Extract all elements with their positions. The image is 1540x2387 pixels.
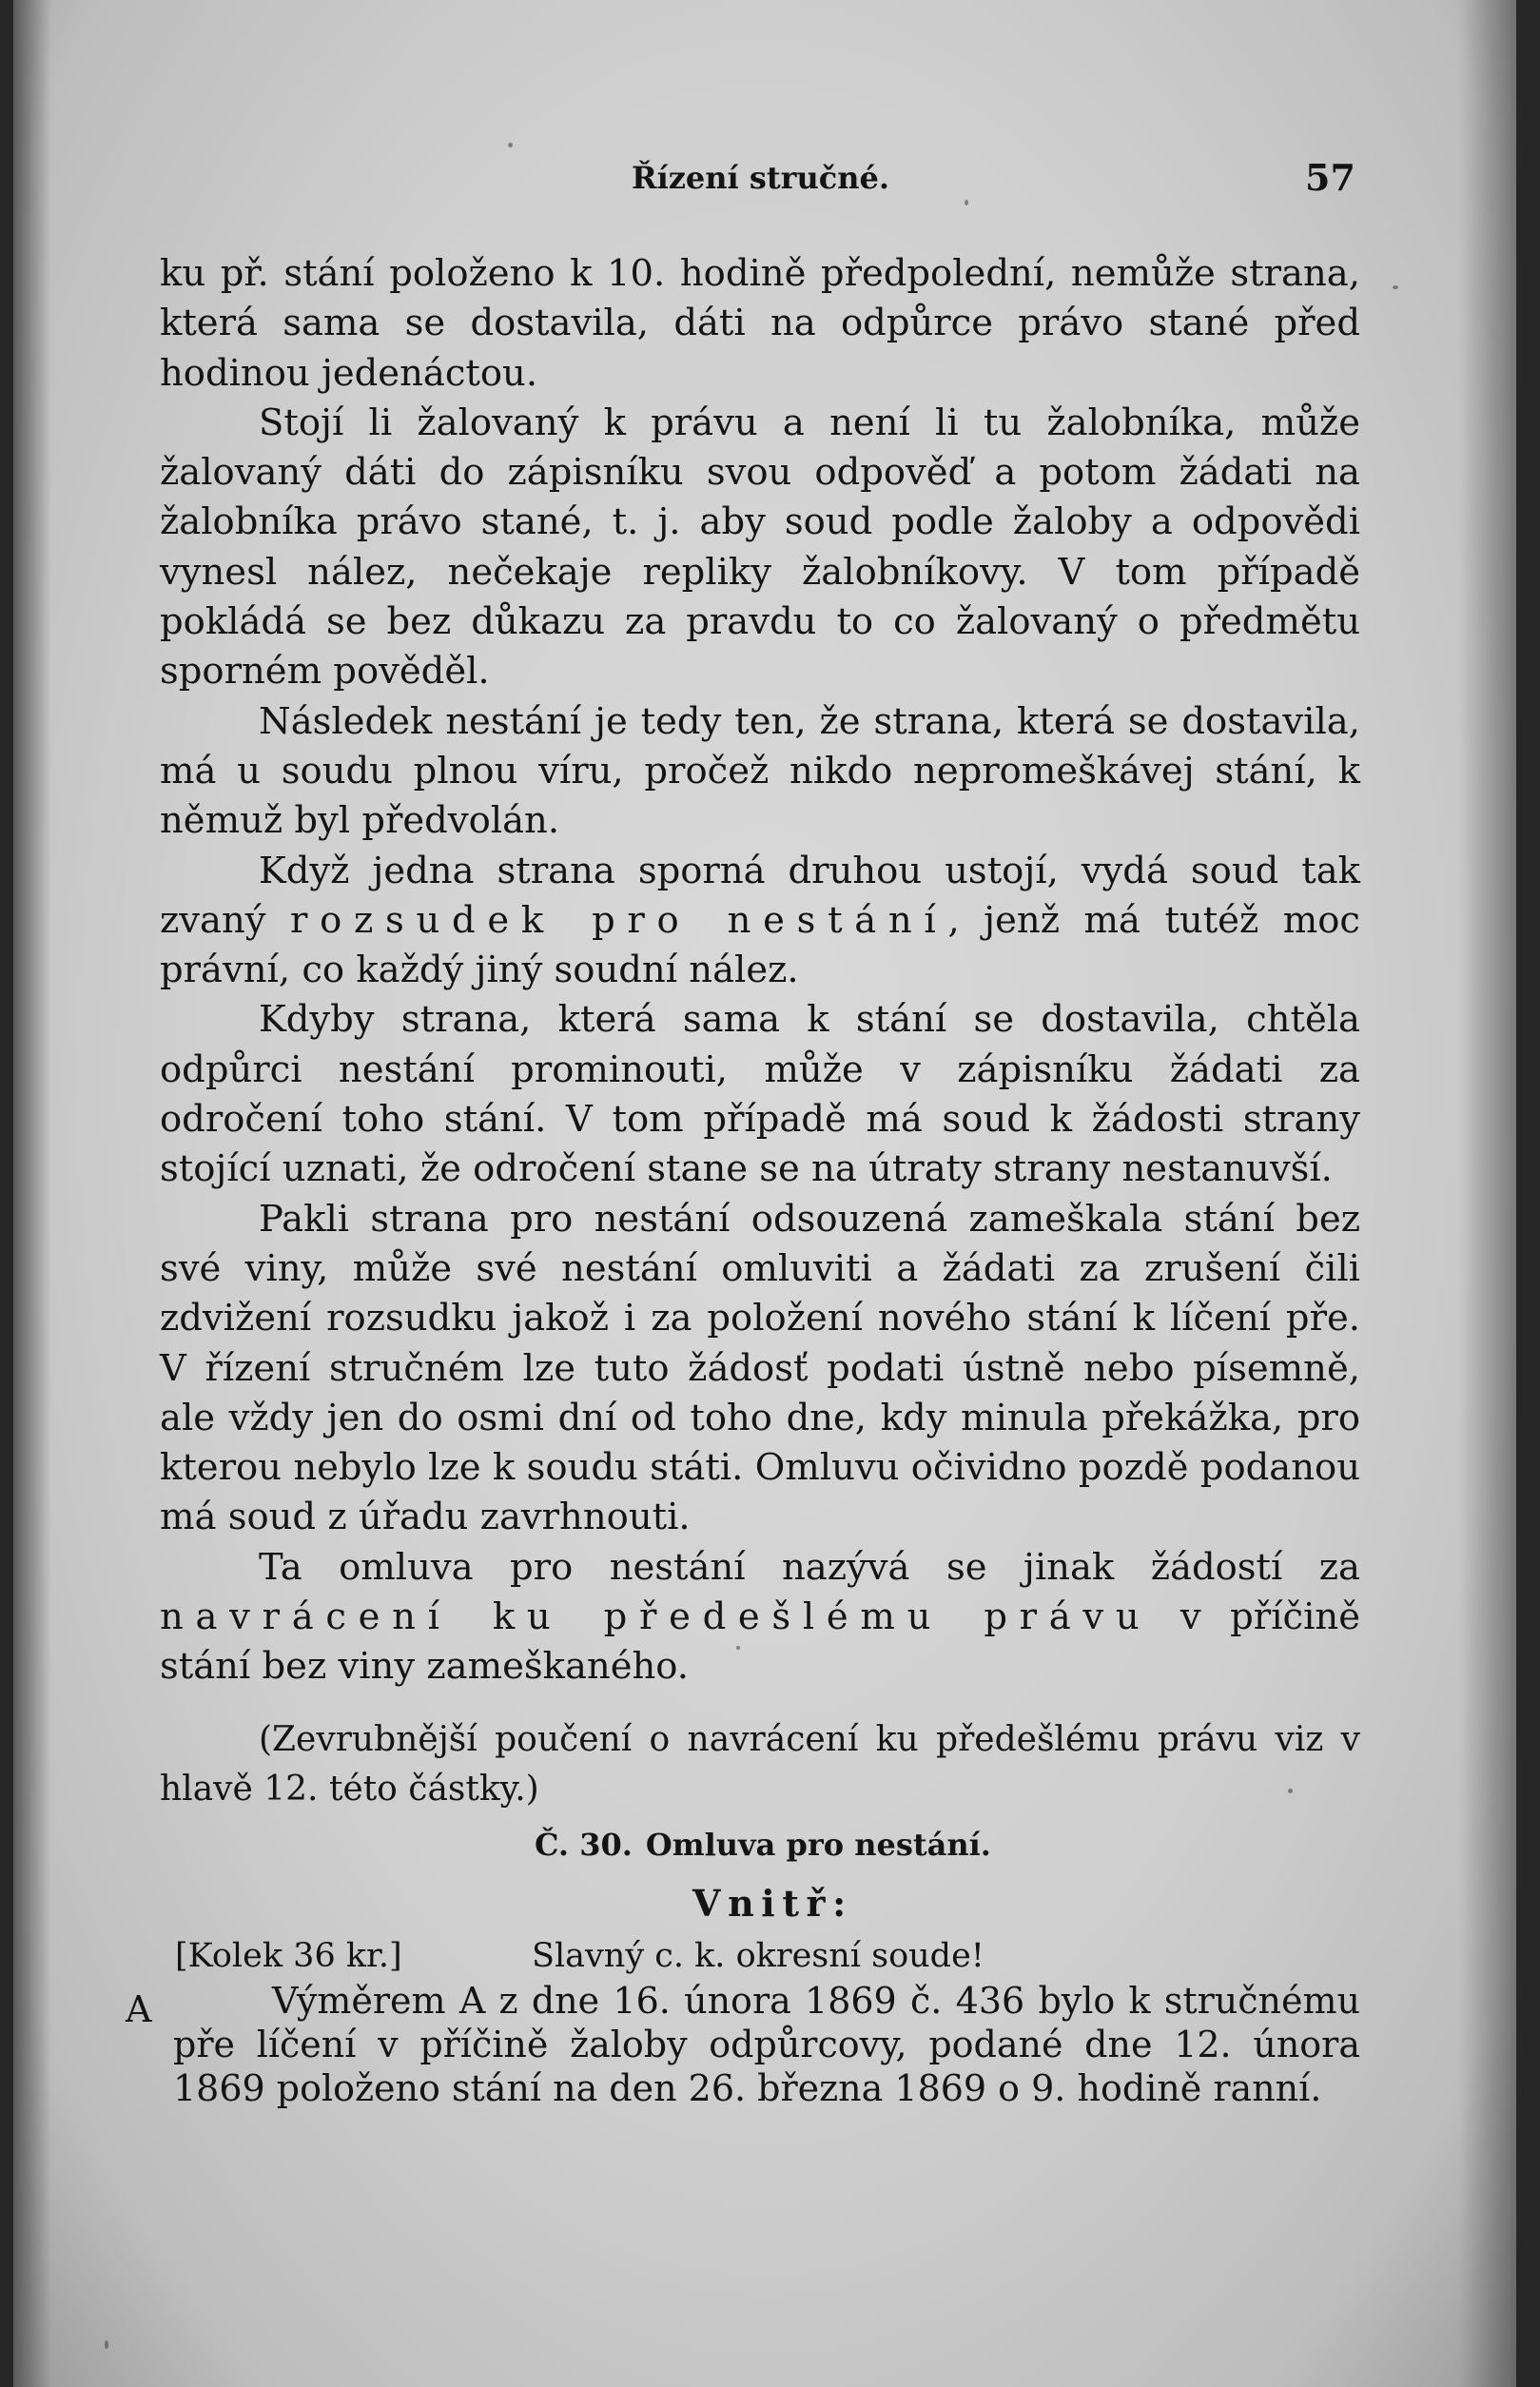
paper-speck bbox=[736, 1646, 740, 1650]
form-text bbox=[173, 1979, 1360, 2110]
paper-speck bbox=[1288, 1789, 1293, 1793]
page-number: 57 bbox=[1305, 156, 1355, 199]
paragraph-text: , jenž má tutéž moc právní, co každý jiný soudní nález. bbox=[160, 898, 1360, 992]
form-number: Č. 30. bbox=[535, 1827, 633, 1863]
form-title: Omluva pro nestání. bbox=[645, 1827, 991, 1863]
paper-speck bbox=[965, 200, 968, 205]
cross-reference-note: (Zevrubnější poučení o navrácení ku předešlému právu viz v hlavě 12. této částky.) bbox=[160, 1719, 1360, 1809]
margin-letter: A bbox=[126, 1988, 152, 2030]
paragraph: Kdyby strana, která sama k stání se dostavila, chtěla odpůrci nestání prominouti, může v zápisníku žádati za odročení toho stání. V tom případě má soud k žádosti strany stojící uznati, že odročení stane se na útraty strany nestanuvší. bbox=[160, 998, 1360, 1191]
spaced-term: navrácení ku předešlému právu bbox=[160, 1595, 1152, 1639]
main-text bbox=[160, 249, 1360, 1814]
paragraph: Pakli strana pro nestání odsouzená zameškala stání bez své viny, může své nestání omluviti a žádati za zrušení čili zdvižení rozsudku jakož i za položení nového stání k líčení pře. V řízení stručném lze tuto žádosť podati ústně nebo písemně, ale vždy jen do osmi dní od toho dne, kdy minula překážka, pro kterou nebylo lze k soudu státi. Omluvu očividno pozdě podanou má soud z úřadu zavrhnouti. bbox=[160, 1197, 1360, 1539]
paragraph-text: v příčině stání bez viny zameškaného. bbox=[160, 1595, 1360, 1689]
paper-speck bbox=[508, 143, 513, 147]
spaced-term: rozsudek pro nestání bbox=[290, 898, 948, 942]
paragraph-text: Když jedna strana sporná druhou ustojí, vydá soud tak zvaný bbox=[160, 849, 1360, 942]
paragraph-continuation: ku př. stání položeno k 10. hodině předpolední, nemůže strana, která sama se dostavila, dáti na odpůrce právo stané před hodinou jedenáctou. bbox=[160, 252, 1360, 395]
paragraph-text: Ta omluva pro nestání nazývá se jinak žádostí za bbox=[259, 1545, 1360, 1589]
stamp-duty-note: [Kolek 36 kr.] bbox=[175, 1937, 402, 1975]
salutation: Slavný c. k. okresní soude! bbox=[532, 1937, 984, 1975]
form-paragraph: Výměrem A z dne 16. února 1869 č. 436 bylo k stručnému pře líčení v příčině žaloby odpůrcovy, podané dne 12. února 1869 položeno stání na den 26. března 1869 o 9. hodině ranní. bbox=[173, 1980, 1360, 2109]
paragraph-navraceni bbox=[160, 1543, 1360, 1692]
paragraph: Následek nestání je tedy ten, že strana, která se dostavila, má u soudu plnou víru, pročež nikdo nepromeškávej stání, k němuž byl předvolán. bbox=[160, 699, 1360, 843]
paper-speck bbox=[105, 2340, 108, 2349]
paragraph-rozsudek bbox=[160, 847, 1360, 996]
running-header-title: Řízení stručné. bbox=[632, 160, 890, 196]
form-subtitle: Vnitř: bbox=[692, 1882, 853, 1925]
form-heading bbox=[535, 1827, 991, 1863]
paper-speck bbox=[1393, 285, 1398, 289]
paragraph: Stojí li žalovaný k právu a není li tu žalobníka, může žalovaný dáti do zápisníku svou odpověď a potom žádati na žalobníka právo stané, t. j. aby soud podle žaloby a odpovědi vynesl nález, nečekaje repliky žalobníkovy. V tom případě pokládá se bez důkazu za pravdu to co žalovaný o předmětu sporném pověděl. bbox=[160, 401, 1360, 694]
book-page bbox=[13, 0, 1516, 2387]
